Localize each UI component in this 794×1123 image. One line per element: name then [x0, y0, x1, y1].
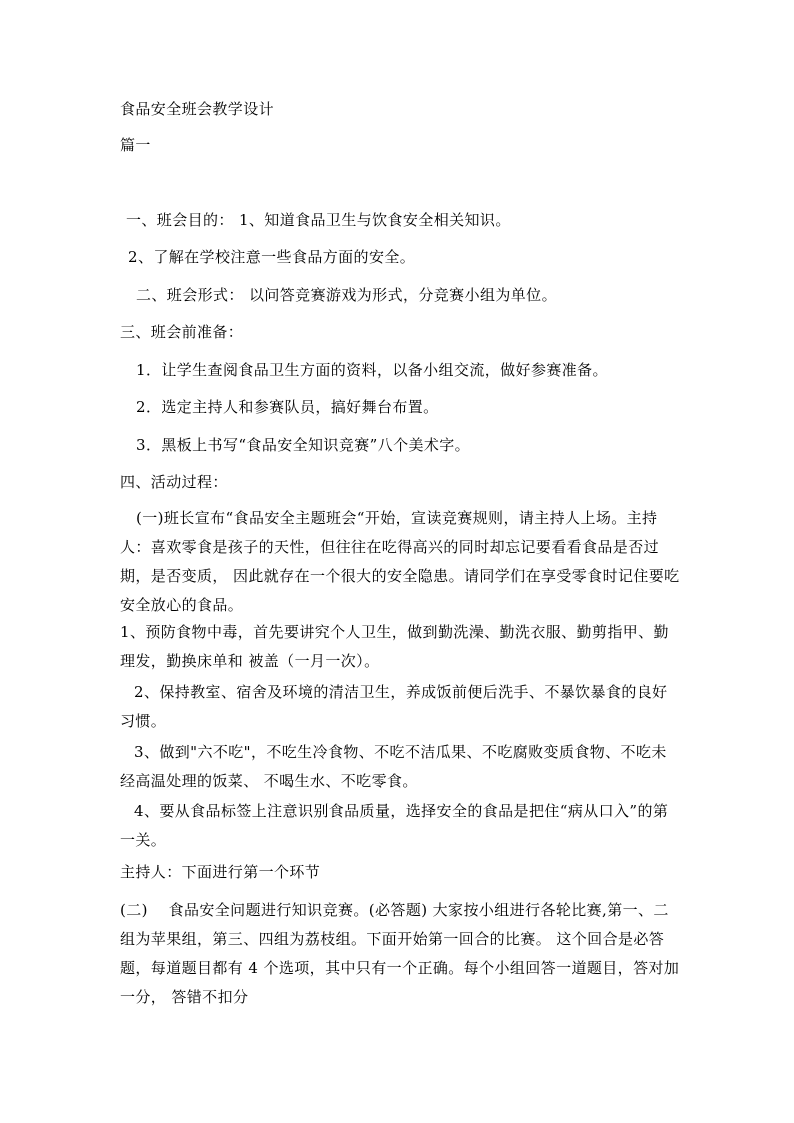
document-subtitle: 篇一 — [120, 136, 151, 154]
tip-paragraph-4: 4、要从食品标签上注意识别食品质量，选择安全的食品是把住“病从口入”的第一关。 — [120, 802, 669, 849]
section-goals: 一、班会目的： 1、知道食品卫生与饮食安全相关知识。 — [126, 211, 511, 229]
prep-item-2: 2．选定主持人和参赛队员，搞好舞台布置。 — [136, 398, 439, 416]
tip-paragraph-3: 3、做到"六不吃"，不吃生冷食物、不吃不洁瓜果、不吃腐败变质食物、不吃未经高温处理的饭菜、 不喝生水、不吃零食。 — [120, 743, 667, 790]
section-format: 二、班会形式： 以问答竞赛游戏为形式，分竞赛小组为单位。 — [136, 286, 557, 304]
activity-paragraph-1: (一)班长宣布“食品安全主题班会“开始，宣读竞赛规则，请主持人上场。主持人：喜欢零食是孩子的天性，但往往在吃得高兴的同时却忘记要看看食品是否过期，是否变质， 因此就存在一个很大的安全隐患。请同学们在享受零食时记住要吃安全放心的食品。 — [120, 509, 680, 614]
tip-paragraph-1: 1、预防食物中毒，首先要讲究个人卫生，做到勤洗澡、勤洗衣服、勤剪指甲、勤理发，勤换床单和 被盖（一月一次）。 — [120, 623, 669, 670]
host-next-step: 主持人：下面进行第一个环节 — [120, 863, 321, 881]
section-activity: 四、活动过程： — [120, 473, 228, 491]
prep-item-3: 3．黑板上书写“食品安全知识竞赛”八个美术字。 — [136, 436, 471, 454]
prep-item-1: 1．让学生查阅食品卫生方面的资料，以备小组交流，做好参赛准备。 — [136, 361, 608, 379]
tip-paragraph-2: 2、保持教室、宿舍及环境的清洁卫生，养成饭前便后洗手、不暴饮暴食的良好习惯。 — [120, 683, 668, 730]
section-preparation: 三、班会前准备： — [120, 323, 244, 341]
goal-item-2: 2、了解在学校注意一些食品方面的安全。 — [128, 248, 416, 266]
activity-paragraph-2: (二) 食品安全问题进行知识竞赛。(必答题) 大家按小组进行各轮比赛,第一、二组为苹果组，第三、四组为荔枝组。下面开始第一回合的比赛。 这个回合是必答题，每道题目都有 4 个选项，其中只有一个正确。每个小组回答一道题目，答对加一分， 答错不扣分 — [120, 901, 680, 1006]
document-title: 食品安全班会教学设计 — [120, 100, 275, 118]
